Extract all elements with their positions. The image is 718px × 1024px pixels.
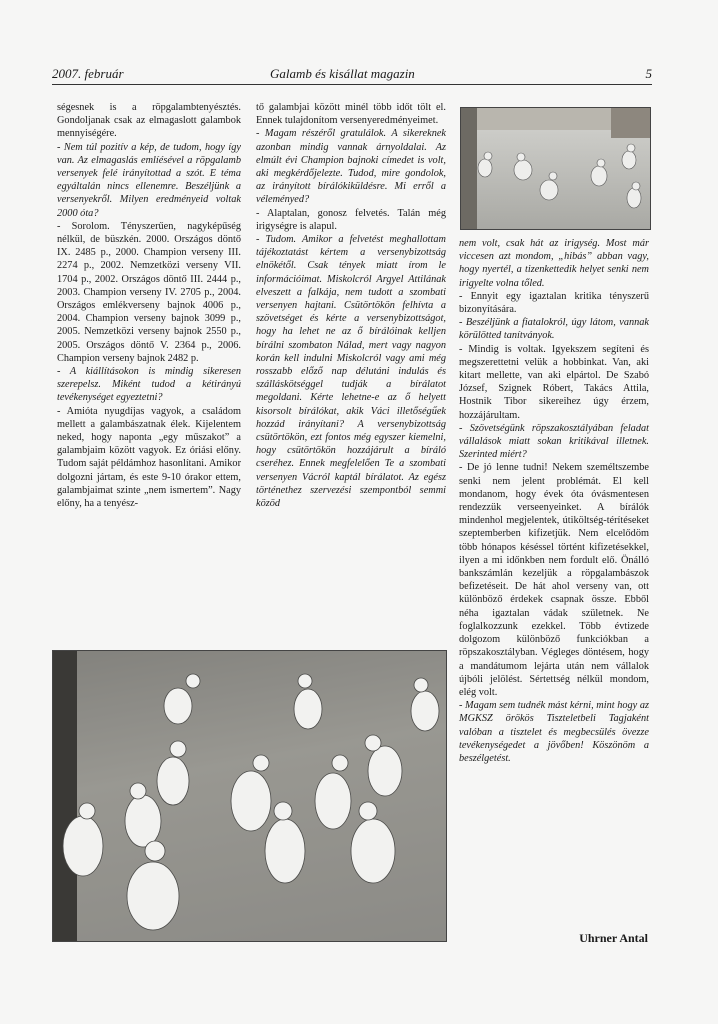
pigeons-photo-small xyxy=(460,107,651,230)
running-header xyxy=(52,66,652,85)
paragraph: - Sorolom. Tényszerűen, nagyképűség nélkül, de büszkén. 2000. Országos döntő IX. 2485 p., 2000. Champion verseny III. 2274 p., 2002. Nemzetközi verseny VII. 1704 p., 2002. Országos döntő III. 2444 p., 2003. Champion verseny IV. 2705 p., 2004. Országos emlékverseny bajnok 4006 p., 2004. Champion verseny bajnok 3099 p., 2005. Nemzetközi verseny bajnok 2550 p., 2005. Országos döntő V. 2364 p., 2006. Champion verseny bajnok 2482 p. xyxy=(57,220,241,364)
paragraph: - Tudom. Amikor a felvetést meghallottam tájékoztatást kértem a versenybizottság elnökétől. Csak tények miatt írom le információimat. Miskolcról Argyel Attilának elveszett a falkája, nem tudott a szombati versenyen hajtani. Csütörtökön felhívta a szövetséget és kérte a versenybizottságot, hogy ha lehet ne az ő bírálóinak kelljen bírálni szombaton Nálad, mert vagy nagyon korán kell indulni Miskolcról vagy ami még rosszabb előző nap délutáni indulás és szálláskötséggel tudják a bírálatot megoldani. Kérte lehetne-e az ő helyett kisorsolt bírálókat, akik Váci illetőségűek hozzád irányítani? A versenybizottság csütörtökön, ezt fontos még egyszer kiemelni, hogy csütörtökön hozzájárult a bíráló cseréhez. Ennek megfelelően Te a szombati versenyen Vácról kaptál bírálatot. Az egész történethez szervezési szempontból semmi közöd xyxy=(256,234,446,510)
text-column-3 xyxy=(459,237,649,765)
paragraph: tő galambjai között minél több időt tölt el. Ennek tulajdonítom versenyeredményeimet. xyxy=(256,102,446,127)
paragraph: - Szövetségünk röpszakosztályában feladat vállalások miatt sokan kritikával illetnek. Szerinted miért? xyxy=(459,422,649,461)
paragraph: - Nem túl pozitív a kép, de tudom, hogy így van. Az elmagaslás emlíésével a röpgalamb versenyek felé irányítottad a szót. E téma egyáltalán nincs ellenemre. Beszéljünk a versenyekről. Milyen eredményeid voltak 2000 óta? xyxy=(57,141,241,219)
paragraph: - Ennyit egy igaztalan kritika tényszerű bizonyítására. xyxy=(459,290,649,316)
paragraph: nem volt, csak hát az irigység. Most már viccesen azt mondom, „hibás” abban vagy, hogy nyertél, a tizenkettedik helyet senki nem irigyelte volna tőled. xyxy=(459,238,649,289)
paragraph: - Alaptalan, gonosz felvetés. Talán még irigységre is alapul. xyxy=(256,207,446,232)
author-signature: Uhrner Antal xyxy=(579,931,648,945)
paragraph: - Amióta nyugdíjas vagyok, a családom mellett a galambászatnak élek. Kijelentem neked, hogy naponta „egy műszakot” a galambjaim között vagyok. Ez óriási előny. Tudom saját példámhoz hasonlítani. Amikor dolgozni jártam, és este 9-10 órakor ettem, galambjaimat szinte „nem ismertem”. Nagy előny, ha a tenyész- xyxy=(57,405,241,510)
header-title: Galamb és kisállat magazin xyxy=(270,66,415,81)
paragraph: - De jó lenne tudni! Nekem személtszembe senki nem jelent problémát. El kell mondanom, hogy évek óta óvásmentesen rendezzük verseenyeinket. A bírálók mindenhol megjelentek, útiköltség-térítéseket szeptemberben kifizetjük. Nem elcelődöm több hónapos késéssel történt kifizetésekkel, ilyen a mi időnkben nem fordult elő. Önálló bankszámlán kezeljük a röpgalambászok befizetéseit. De hát ahol verseny van, ott különböző érdekek csapnak össze. Ebből néha igaztalan vádak születnek. Ne foglalkozzunk ezekkel. Több évtizede dolgozom különböző funkciókban a röpszakosztályban. Végleges döntésem, hogy a mandátumom lejárta után nem vállalok újbóli jelölést. Sértettség nélkül mondom, elég volt. xyxy=(459,462,649,698)
pigeons-photo-large xyxy=(52,650,447,942)
paragraph: - Magam részéről gratulálok. A sikereknek azonban mindig vannak árnyoldalai. Az elmúlt évi Champion bajnoki címedet is volt, aki megkérdőjelezte. Tudod, mire gondolok, az irányított bírálókiküldésre. Mi erről a véleményed? xyxy=(256,128,446,206)
page-number: 5 xyxy=(645,66,652,81)
paragraph: - A kiállításokon is mindig sikeresen szerepelsz. Miként tudod a kétirányú tevékenységet egyeztetni? xyxy=(57,366,241,404)
paragraph: - Beszéljünk a fiatalokról, úgy látom, vannak körülötted tanítványok. xyxy=(459,317,649,342)
paragraph: ségesnek is a röpgalambtenyésztés. Gondoljanak csak az elmagaslott galambok mennyiségére. xyxy=(57,102,241,140)
header-date: 2007. február xyxy=(52,66,124,81)
paragraph: - Mindig is voltak. Igyekszem segíteni és megszerettetni velük a hobbinkat. Van, aki kitart mellette, van aki elpártol. De Szabó József, Szignek Róbert, Takács Attila, Hostnik Tibor sikereihez úgy érzem, hozzájárultam. xyxy=(459,343,649,421)
text-column-1 xyxy=(57,101,241,510)
paragraph: - Magam sem tudnék mást kérni, mint hogy az MGKSZ örökös Tiszteletbeli Tagjaként valóban a tisztelet és megbecsülés övezze tevékenységedet a jövőben! Köszönöm a beszélgetést. xyxy=(459,700,649,764)
text-column-2 xyxy=(256,101,446,510)
